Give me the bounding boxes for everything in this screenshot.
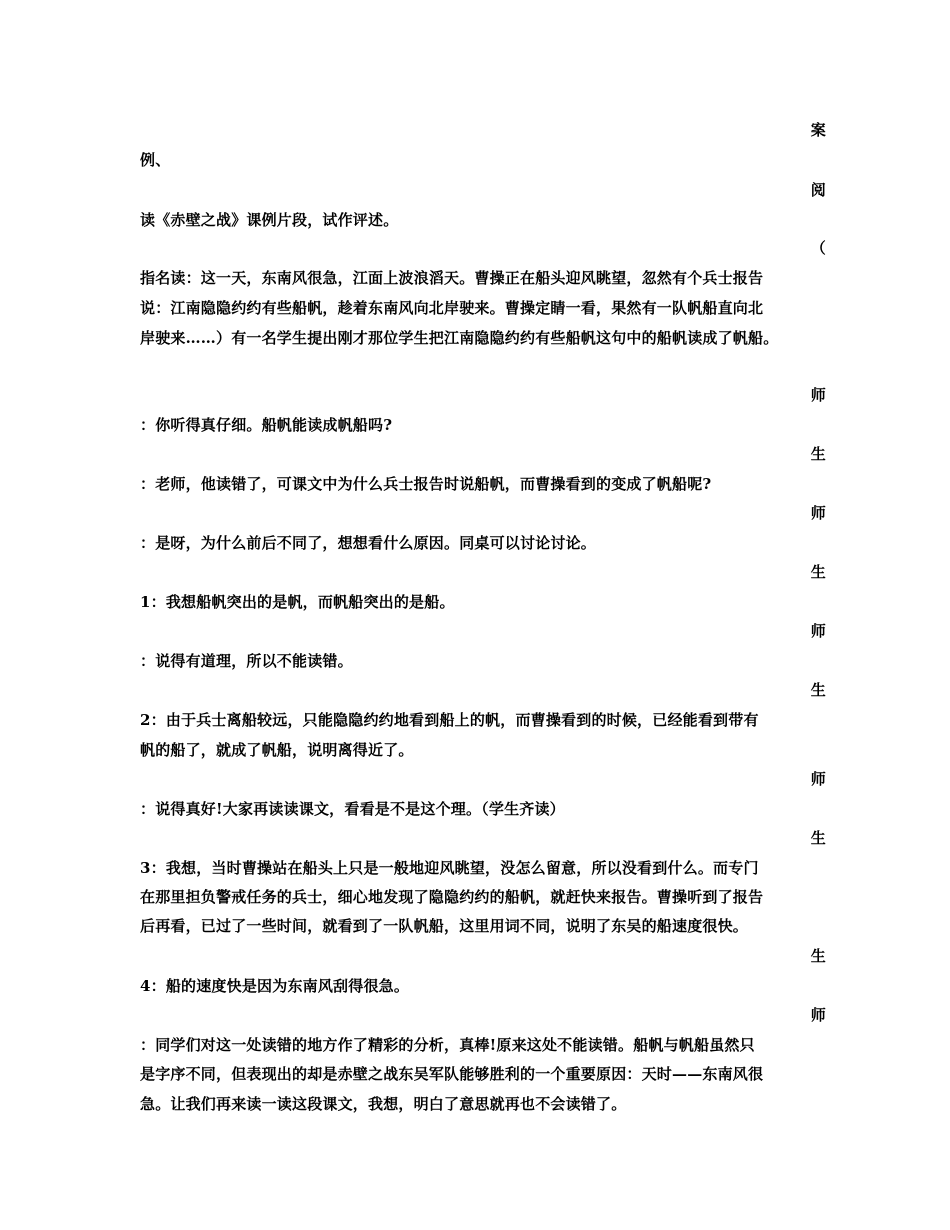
dialogue-line: 帆的船了，就成了帆船，说明离得近了。: [140, 741, 414, 759]
speaker-teacher: 师: [810, 386, 826, 404]
dialogue-line: ：你听得真仔细。船帆能读成帆船吗?: [140, 416, 393, 434]
text-line: 说：江南隐隐约约有些船帆，趁着东南风向北岸驶来。曹操定睛一看，果然有一队帆船直向北: [140, 299, 764, 317]
dialogue-line: 在那里担负警戒任务的兵士，细心地发现了隐隐约约的船帆，就赶快来报告。曹操听到了报告: [140, 888, 764, 906]
dialogue-line: ：是呀，为什么前后不同了，想想看什么原因。同桌可以讨论讨论。: [140, 534, 597, 552]
label-yue: 阅: [810, 181, 826, 199]
dialogue-line: 4：船的速度快是因为东南风刮得很急。: [140, 977, 410, 995]
text-line: 例、: [140, 151, 171, 169]
speaker-teacher: 师: [810, 622, 826, 640]
text-line: 岸驶来……）有一名学生提出刚才那位学生把江南隐隐约约有些船帆这句中的船帆读成了帆船。: [140, 329, 779, 347]
dialogue-line: 急。让我们再来读一读这段课文，我想，明白了意思就再也不会读错了。: [140, 1095, 627, 1113]
speaker-teacher: 师: [810, 1006, 826, 1024]
speaker-teacher: 师: [810, 770, 826, 788]
speaker-student: 生: [810, 947, 826, 965]
dialogue-line: 后再看，已过了一些时间，就看到了一队帆船，这里用词不同，说明了东吴的船速度很快。: [140, 917, 749, 935]
label-an: 案: [810, 121, 826, 139]
dialogue-line: 是字序不同，但表现出的却是赤壁之战东吴军队能够胜利的一个重要原因：天时——东南风很: [140, 1065, 764, 1083]
text-line: 指名读：这一天，东南风很急，江面上波浪滔天。曹操正在船头迎风眺望，忽然有个兵士报告: [140, 269, 764, 287]
speaker-teacher: 师: [810, 504, 826, 522]
dialogue-line: 1：我想船帆突出的是帆，而帆船突出的是船。: [140, 593, 455, 611]
speaker-student: 生: [810, 829, 826, 847]
dialogue-line: ：说得真好!大家再读读课文，看看是不是这个理。（学生齐读）: [140, 800, 565, 818]
dialogue-line: ：老师，他读错了，可课文中为什么兵士报告时说船帆，而曹操看到的变成了帆船呢?: [140, 475, 712, 493]
dialogue-line: ：说得有道理，所以不能读错。: [140, 652, 353, 670]
speaker-student: 生: [810, 445, 826, 463]
dialogue-line: 2：由于兵士离船较远，只能隐隐约约地看到船上的帆，而曹操看到的时候，已经能看到带有: [140, 711, 759, 729]
dialogue-line: 3：我想，当时曹操站在船头上只是一般地迎风眺望，没怎么留意，所以没看到什么。而专门: [140, 859, 759, 877]
dialogue-line: ：同学们对这一处读错的地方作了精彩的分析，真棒!原来这处不能读错。船帆与帆船虽然只: [140, 1036, 755, 1054]
open-paren-mark: （: [810, 239, 826, 257]
speaker-student: 生: [810, 681, 826, 699]
speaker-student: 生: [810, 563, 826, 581]
text-line: 读《赤壁之战》课例片段，试作评述。: [140, 211, 399, 229]
